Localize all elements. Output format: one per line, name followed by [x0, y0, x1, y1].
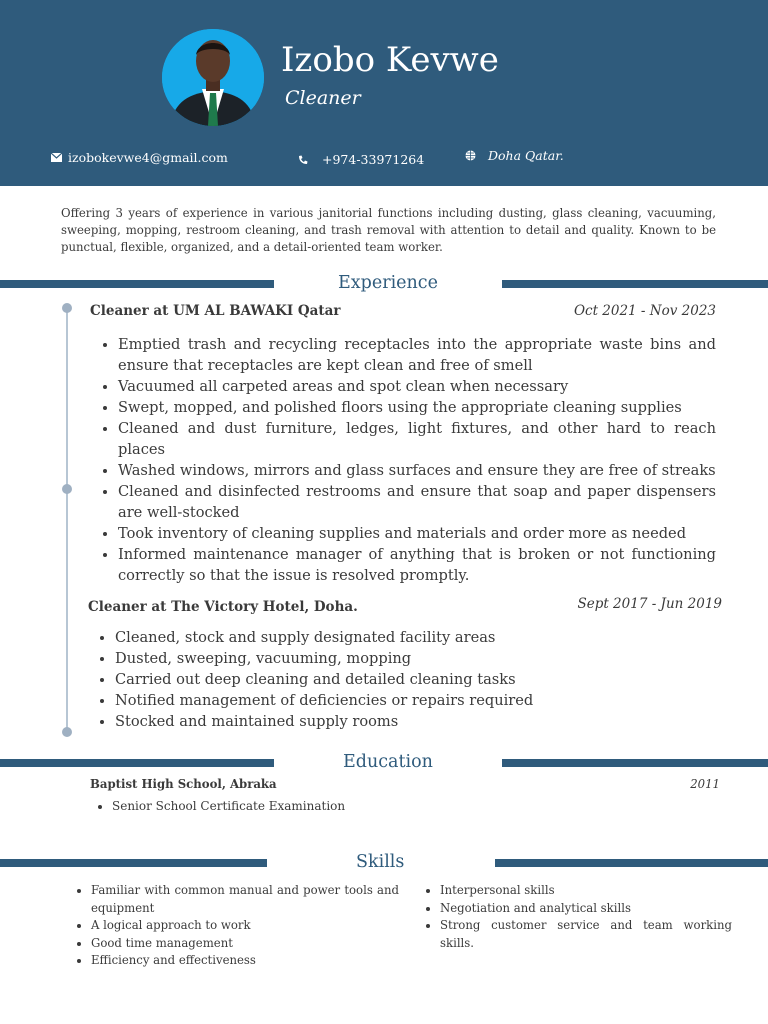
list-item: • Stocked and maintained supply rooms [115, 711, 735, 732]
education-heading: Education [343, 752, 433, 772]
education-year: 2011 [690, 777, 720, 791]
skills-list-right [424, 882, 732, 952]
education-divider-left [0, 759, 274, 767]
job-dates: Oct 2021 - Nov 2023 [573, 303, 716, 319]
list-item: • Swept, mopped, and polished floors using the appropriate cleaning supplies [118, 397, 716, 418]
list-item: • Efficiency and effectiveness [91, 952, 399, 970]
email-text: izobokevwe4@gmail.com [68, 150, 228, 165]
list-item: • Washed windows, mirrors and glass surfaces and ensure they are free of streaks [118, 460, 716, 481]
job-duties-list [96, 334, 716, 586]
education-divider-right [502, 759, 768, 767]
list-item: • Carried out deep cleaning and detailed cleaning tasks [115, 669, 735, 690]
candidate-name: Izobo Kevwe [281, 40, 499, 80]
job-title: Cleaner at UM AL BAWAKI Qatar [90, 303, 341, 319]
skills-heading: Skills [356, 852, 405, 872]
experience-heading: Experience [338, 273, 438, 293]
list-item: • Good time management [91, 935, 399, 953]
contact-location [465, 148, 564, 163]
list-item: • Senior School Certificate Examination [112, 798, 345, 815]
list-item: • Cleaned and dust furniture, ledges, light fixtures, and other hard to reach places [118, 418, 716, 460]
location-text: Doha Qatar. [488, 148, 564, 163]
contact-email[interactable] [51, 150, 228, 165]
list-item: • Took inventory of cleaning supplies and materials and order more as needed [118, 523, 716, 544]
candidate-role: Cleaner [285, 87, 361, 109]
list-item: • A logical approach to work [91, 917, 399, 935]
list-item: • Negotiation and analytical skills [440, 900, 732, 918]
skills-list-left [75, 882, 399, 970]
job-title: Cleaner at The Victory Hotel, Doha. [88, 599, 358, 615]
timeline-dot [62, 303, 72, 313]
globe-icon [465, 150, 476, 161]
list-item: • Interpersonal skills [440, 882, 732, 900]
timeline-dot [62, 484, 72, 494]
list-item: • Dusted, sweeping, vacuuming, mopping [115, 648, 735, 669]
education-list [90, 798, 345, 815]
list-item: • Strong customer service and team working skills. [440, 917, 732, 952]
phone-icon [298, 155, 308, 165]
job-dates: Sept 2017 - Jun 2019 [577, 596, 722, 612]
experience-timeline [66, 307, 68, 733]
timeline-dot [62, 727, 72, 737]
list-item: • Vacuumed all carpeted areas and spot clean when necessary [118, 376, 716, 397]
professional-summary: Offering 3 years of experience in various janitorial functions including dusting, glass cleaning, vacuuming, sweeping, mopping, restroom cleaning, and trash removal with attention to detail and quality. Known to be punctual, flexible, organized, and a detail-oriented team worker. [61, 206, 716, 254]
profile-photo [162, 29, 264, 126]
list-item: • Informed maintenance manager of anything that is broken or not functioning correctly so that the issue is resolved promptly. [118, 544, 716, 586]
profile-photo-illustration [162, 29, 264, 126]
experience-divider-left [0, 280, 274, 288]
experience-divider-right [502, 280, 768, 288]
job-duties-list [93, 627, 735, 732]
resume-header [0, 0, 768, 186]
list-item: • Familiar with common manual and power tools and equipment [91, 882, 399, 917]
list-item: • Emptied trash and recycling receptacles into the appropriate waste bins and ensure that receptacles are kept clean and free of smell [118, 334, 716, 376]
education-school: Baptist High School, Abraka [90, 777, 277, 791]
list-item: • Cleaned and disinfected restrooms and ensure that soap and paper dispensers are well-stocked [118, 481, 716, 523]
list-item: • Cleaned, stock and supply designated facility areas [115, 627, 735, 648]
envelope-icon [51, 153, 62, 162]
skills-divider-right [495, 859, 768, 867]
skills-divider-left [0, 859, 267, 867]
list-item: • Notified management of deficiencies or repairs required [115, 690, 735, 711]
contact-phone[interactable] [298, 152, 424, 167]
phone-text: +974-33971264 [322, 152, 425, 167]
